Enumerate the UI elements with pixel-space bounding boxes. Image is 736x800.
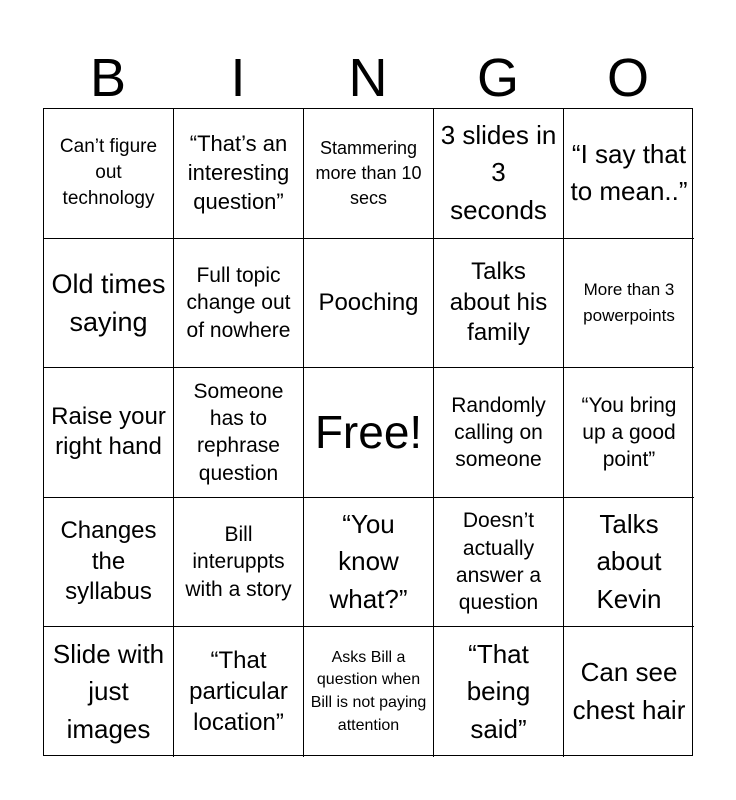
free-space[interactable]: Free! (304, 368, 434, 498)
bingo-cell[interactable]: Full topic change out of nowhere (174, 239, 304, 369)
bingo-cell[interactable]: “That particular location” (174, 627, 304, 757)
bingo-cell[interactable]: Stammering more than 10 secs (304, 109, 434, 239)
bingo-cell[interactable]: Raise your right hand (44, 368, 174, 498)
bingo-cell[interactable]: “You know what?” (304, 498, 434, 628)
bingo-board (43, 108, 693, 756)
header-letter-b: B (89, 48, 127, 108)
bingo-cell[interactable]: Old times saying (44, 239, 174, 369)
bingo-cell[interactable]: Changes the syllabus (44, 498, 174, 628)
bingo-cell[interactable]: Asks Bill a question when Bill is not paying attention (304, 627, 434, 757)
bingo-cell[interactable]: “That being said” (434, 627, 564, 757)
bingo-cell[interactable]: Pooching (304, 239, 434, 369)
bingo-cell[interactable]: “That’s an interesting question” (174, 109, 304, 239)
bingo-cell[interactable]: Doesn’t actually answer a question (434, 498, 564, 628)
bingo-cell[interactable]: Can’t figure out technology (44, 109, 174, 239)
bingo-cell[interactable]: More than 3 powerpoints (564, 239, 694, 369)
header-letter-o: O (606, 48, 649, 108)
bingo-cell[interactable]: Talks about Kevin (564, 498, 694, 628)
bingo-cell[interactable]: 3 slides in 3 seconds (434, 109, 564, 239)
bingo-cell[interactable]: “I say that to mean..” (564, 109, 694, 239)
bingo-cell[interactable]: Can see chest hair (572, 657, 686, 726)
header-letter-g: G (476, 48, 519, 108)
header-letter-n: N (348, 48, 388, 108)
bingo-cell[interactable]: Slide with just images (44, 627, 174, 757)
bingo-cell[interactable]: Randomly calling on someone (434, 368, 564, 498)
bingo-cell[interactable]: Bill interuppts with a story (174, 498, 304, 628)
header-letter-i: I (230, 48, 246, 108)
bingo-cell[interactable]: “You bring up a good point” (564, 368, 694, 498)
bingo-cell[interactable]: Talks about his family (434, 239, 564, 369)
bingo-cell[interactable]: Someone has to rephrase question (174, 368, 304, 498)
bingo-header (43, 40, 693, 108)
